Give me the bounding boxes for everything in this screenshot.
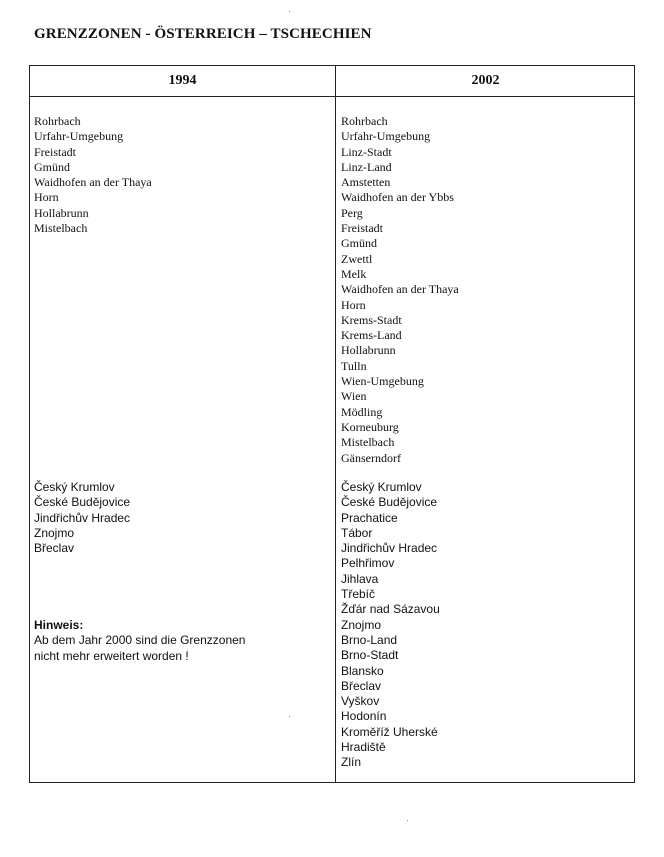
hint-text-line: Ab dem Jahr 2000 sind die Grenzzonen [34, 633, 246, 648]
district-item: Mistelbach [341, 435, 395, 450]
district-item: Perg [341, 205, 363, 220]
district-item: Zwettl [341, 251, 373, 266]
district-item: Wien-Umgebung [341, 374, 424, 389]
district-item: Gänserndorf [341, 450, 401, 465]
district-item: Pelhřimov [341, 556, 395, 571]
district-item: Gmünd [34, 159, 70, 174]
district-item: Jindřichův Hradec [34, 510, 131, 525]
district-item: Amstetten [341, 175, 391, 190]
district-item: Rohrbach [341, 114, 388, 128]
district-item: Český Krumlov [341, 480, 422, 494]
district-item: Rohrbach [34, 114, 81, 128]
page-title: GRENZZONEN - ÖSTERREICH – TSCHECHIEN [34, 26, 372, 42]
austria-districts-2002 [341, 114, 459, 466]
district-item: Hollabrunn [34, 205, 89, 220]
district-item: Blansko [341, 663, 384, 678]
district-item: Český Krumlov [34, 480, 115, 494]
district-item: Žďár nad Sázavou [341, 602, 440, 617]
header-divider [30, 96, 634, 97]
district-item: Wien [341, 389, 367, 404]
district-item: Tábor [341, 525, 373, 540]
district-item: Mistelbach [34, 221, 88, 236]
border-zones-table [29, 65, 635, 783]
district-item: Vyškov [341, 694, 380, 709]
column-divider [335, 66, 336, 782]
scan-speck [289, 716, 290, 717]
scan-speck [289, 11, 290, 12]
district-item: Prachatice [341, 510, 398, 525]
district-item: Třebíč [341, 587, 376, 602]
scan-speck [407, 820, 408, 821]
district-item: Linz-Land [341, 159, 392, 174]
district-item: České Budějovice [34, 495, 131, 510]
district-item: Linz-Stadt [341, 144, 392, 159]
district-item: Znojmo [34, 525, 75, 540]
austria-districts-1994 [34, 114, 152, 236]
district-item: Brno-Stadt [341, 648, 399, 663]
district-item: Jindřichův Hradec [341, 541, 438, 556]
column-header-1994: 1994 [168, 73, 197, 88]
district-item: Waidhofen an der Ybbs [341, 190, 454, 205]
district-item: Horn [341, 297, 366, 312]
district-item: Hollabrunn [341, 343, 396, 358]
district-item: Freistadt [341, 221, 383, 236]
hint-title: Hinweis: [34, 618, 84, 632]
district-item: Kroměříž Uherské [341, 724, 438, 739]
hint-text-line: nicht mehr erweitert worden ! [34, 648, 189, 663]
district-item: Tulln [341, 358, 367, 373]
district-item: Krems-Land [341, 328, 402, 343]
district-item: Brno-Land [341, 632, 398, 647]
district-item: České Budějovice [341, 495, 438, 510]
district-item: Zlín [341, 755, 362, 770]
czech-districts-2002 [341, 480, 440, 771]
district-item: Urfahr-Umgebung [34, 129, 124, 144]
column-header-2002: 2002 [471, 73, 500, 88]
district-item: Hradiště [341, 740, 386, 755]
district-item: Břeclav [34, 541, 75, 556]
district-item: Korneuburg [341, 419, 399, 434]
czech-districts-1994 [34, 480, 130, 556]
district-item: Hodonín [341, 709, 387, 724]
district-item: Waidhofen an der Thaya [34, 175, 152, 190]
district-item: Freistadt [34, 144, 76, 159]
district-item: Mödling [341, 404, 383, 419]
district-item: Melk [341, 266, 367, 281]
district-item: Horn [34, 190, 59, 205]
district-item: Waidhofen an der Thaya [341, 282, 459, 297]
district-item: Jihlava [341, 571, 379, 586]
district-item: Krems-Stadt [341, 312, 402, 327]
hint-note [34, 618, 245, 664]
district-item: Znojmo [341, 617, 382, 632]
district-item: Gmünd [341, 236, 377, 251]
district-item: Břeclav [341, 678, 382, 693]
district-item: Urfahr-Umgebung [341, 129, 431, 144]
